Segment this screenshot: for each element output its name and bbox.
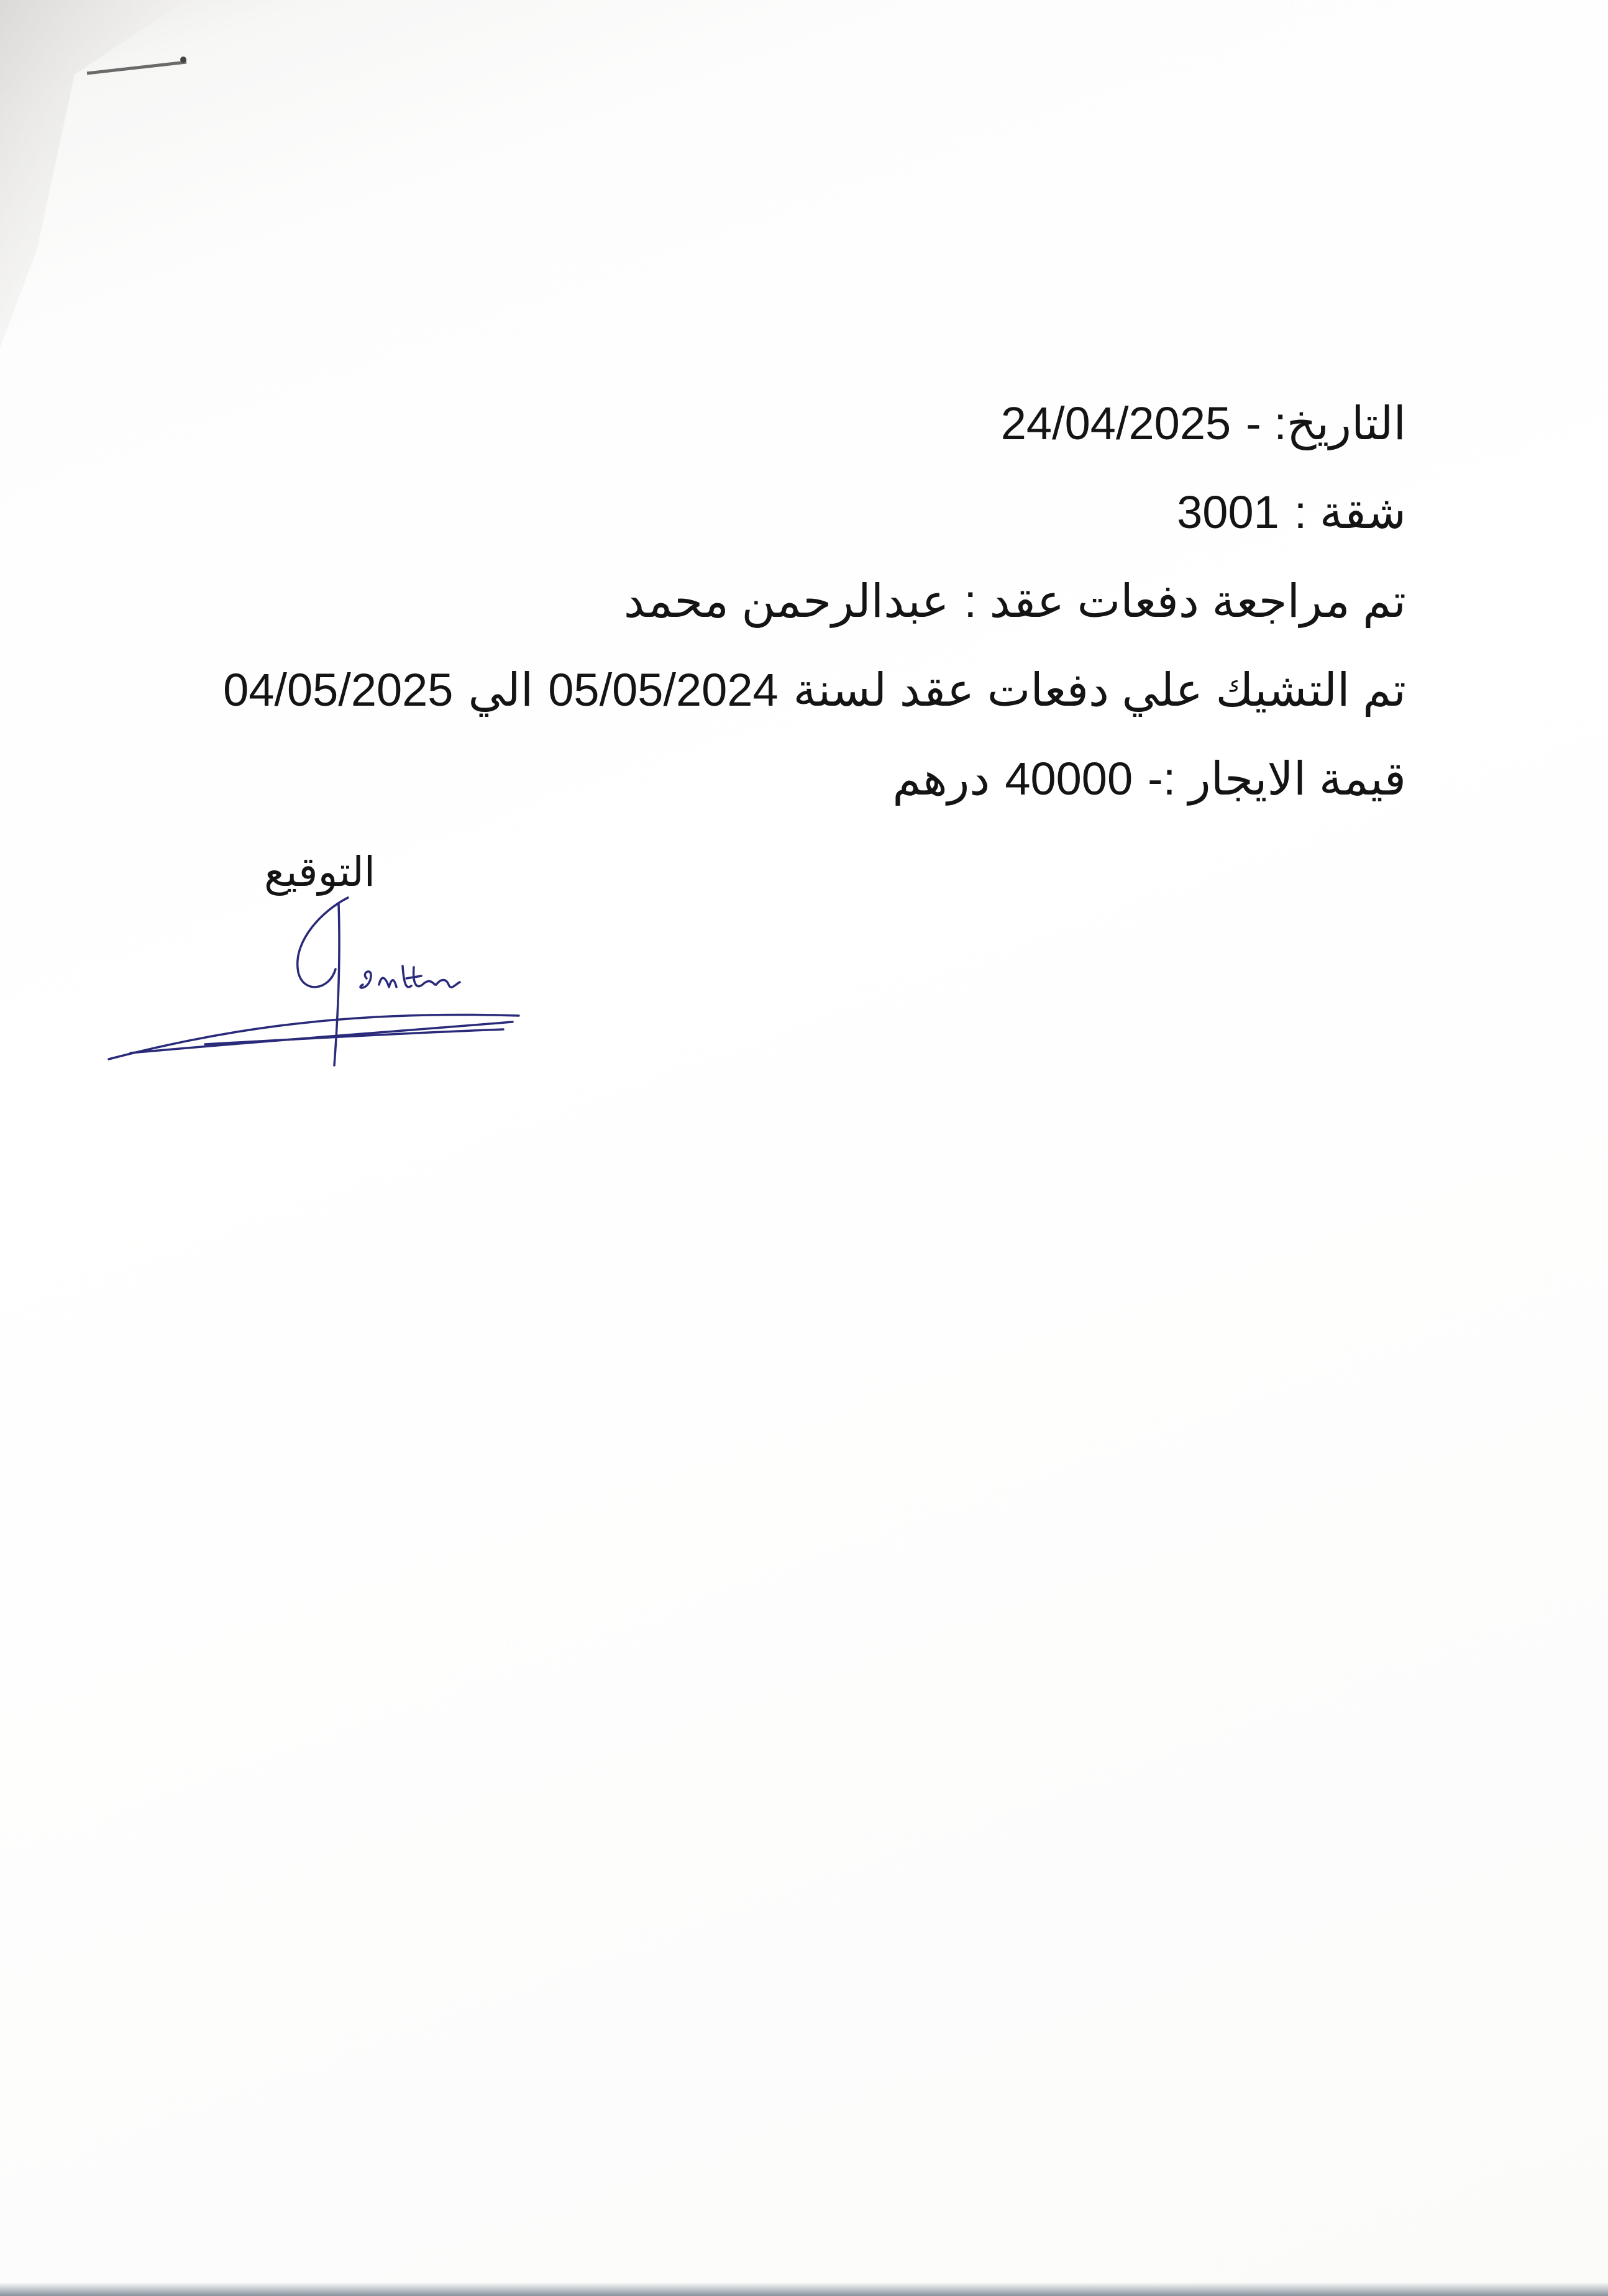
handwritten-signature-icon [106,885,541,1072]
rent-label: قيمة الايجار :- [1148,753,1406,804]
rent-currency: درهم [892,753,990,804]
apartment-number: 3001 [1177,486,1279,538]
document-body [163,379,1406,823]
date-label: التاريخ: - [1246,398,1406,449]
date-line [163,379,1406,468]
check-connector: الي [468,664,534,716]
review-line [163,557,1406,645]
check-to-date: 04/05/2025 [223,664,454,716]
date-value: 24/04/2025 [1000,398,1231,449]
signature-label: التوقيع [264,849,376,895]
signature-block [106,848,541,1072]
check-from-date: 05/05/2024 [548,664,779,716]
rent-line [163,734,1406,823]
check-prefix: تم التشيك علي دفعات عقد لسنة [793,664,1406,716]
rent-amount: 40000 [1005,753,1133,804]
review-label: تم مراجعة دفعات عقد : [964,575,1406,627]
check-line [163,645,1406,734]
paper-crease-shading [0,0,435,435]
apartment-line [163,468,1406,557]
reviewer-name: عبدالرحمن محمد [623,575,949,627]
page-bottom-edge [0,2282,1608,2296]
apartment-label: شقة : [1294,486,1406,538]
